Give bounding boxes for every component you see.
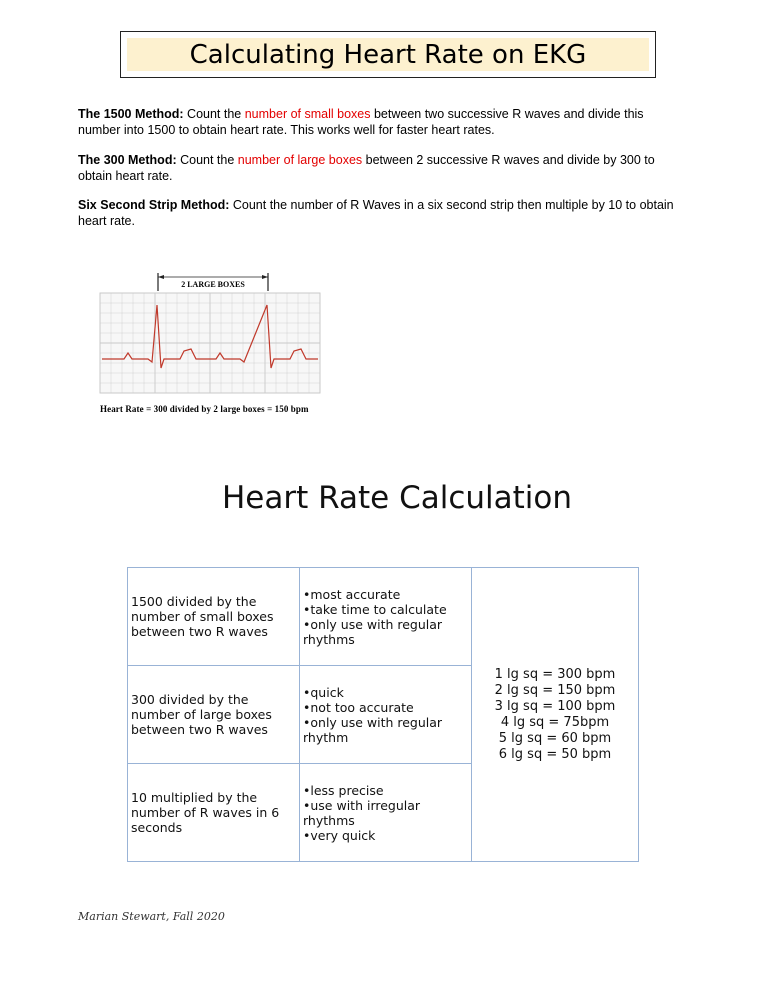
notes-cell: •quick •not too accurate •only use with regular rhythm xyxy=(300,666,472,764)
ekg-bracket-label: 2 LARGE BOXES xyxy=(181,280,245,289)
method-1500: The 1500 Method: Count the number of small boxes between two successive R waves and divide this number into 1500 to obtain heart rate. This works well for faster heart rates. xyxy=(78,107,644,137)
method-cell: 1500 divided by the number of small boxes between two R waves xyxy=(128,568,300,666)
method-cell: 10 multiplied by the number of R waves in 6 seconds xyxy=(128,764,300,862)
notes-cell: •less precise •use with irregular rhythms •very quick xyxy=(300,764,472,862)
title-box xyxy=(120,31,656,78)
ekg-grid xyxy=(100,293,320,393)
method-300-heading: The 300 Method: xyxy=(78,153,177,167)
method-six-second-heading: Six Second Strip Method: xyxy=(78,198,230,212)
method-cell: 300 divided by the number of large boxes between two R waves xyxy=(128,666,300,764)
table-title: Heart Rate Calculation xyxy=(222,480,573,516)
page-title: Calculating Heart Rate on EKG xyxy=(127,38,649,71)
table-row xyxy=(128,568,639,666)
heart-rate-table xyxy=(127,567,639,862)
method-six-second: Six Second Strip Method: Count the number of R Waves in a six second strip then multiple by 10 to obtain heart rate. xyxy=(78,198,674,228)
lookup-cell: 1 lg sq = 300 bpm 2 lg sq = 150 bpm 3 lg sq = 100 bpm 4 lg sq = 75bpm 5 lg sq = 60 bpm 6 lg sq = 50 bpm xyxy=(472,568,639,862)
small-boxes-highlight: number of small boxes xyxy=(244,107,371,121)
ekg-caption: Heart Rate = 300 divided by 2 large boxes = 150 bpm xyxy=(100,404,309,414)
large-boxes-highlight: number of large boxes xyxy=(237,153,363,167)
notes-cell: •most accurate •take time to calculate •only use with regular rhythms xyxy=(300,568,472,666)
footer-signature: Marian Stewart, Fall 2020 xyxy=(78,910,225,923)
method-300: The 300 Method: Count the number of large boxes between 2 successive R waves and divide by 300 to obtain heart rate. xyxy=(78,153,655,183)
ekg-strip xyxy=(96,265,346,405)
ekg-strip-figure xyxy=(96,265,346,425)
method-1500-heading: The 1500 Method: xyxy=(78,107,184,121)
ekg-bracket xyxy=(158,273,268,291)
